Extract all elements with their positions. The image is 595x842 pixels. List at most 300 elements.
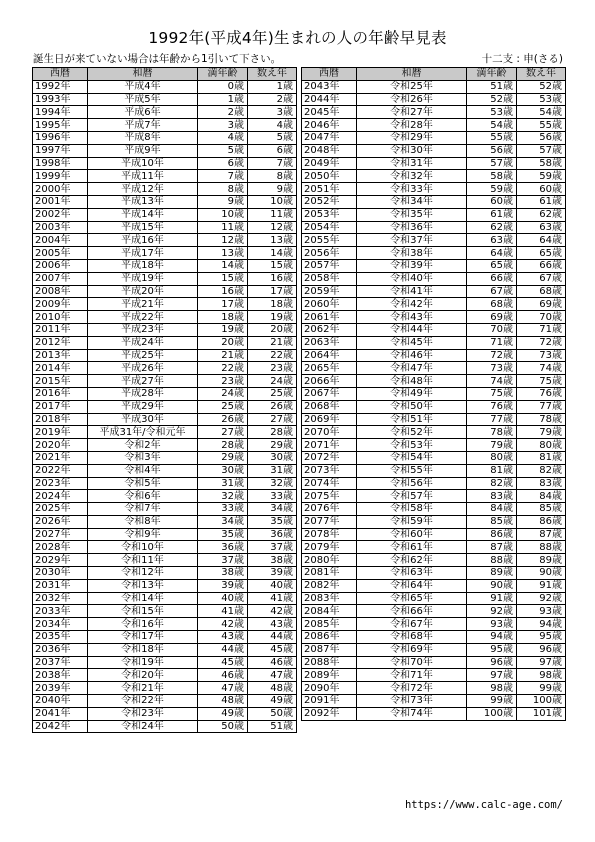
cell-man-age: 49歳 <box>198 707 248 720</box>
cell-seireki: 2046年 <box>302 119 357 132</box>
cell-man-age: 17歳 <box>198 298 248 311</box>
cell-seireki: 2065年 <box>302 362 357 375</box>
cell-man-age: 20歳 <box>198 336 248 349</box>
cell-man-age: 80歳 <box>467 451 517 464</box>
cell-wareki: 令和65年 <box>357 592 467 605</box>
cell-kazoe-age: 35歳 <box>248 515 297 528</box>
cell-kazoe-age: 55歳 <box>517 119 566 132</box>
cell-seireki: 2018年 <box>33 413 88 426</box>
table-row <box>33 643 297 656</box>
table-row <box>302 272 566 285</box>
cell-man-age: 16歳 <box>198 285 248 298</box>
cell-seireki: 2047年 <box>302 131 357 144</box>
cell-man-age: 6歳 <box>198 157 248 170</box>
cell-man-age: 85歳 <box>467 515 517 528</box>
cell-seireki: 2081年 <box>302 567 357 580</box>
cell-wareki: 令和52年 <box>357 426 467 439</box>
table-row <box>33 567 297 580</box>
cell-wareki: 令和23年 <box>88 707 198 720</box>
cell-wareki: 令和20年 <box>88 669 198 682</box>
table-row <box>302 515 566 528</box>
table-row <box>33 592 297 605</box>
table-row <box>33 323 297 336</box>
table-row <box>302 298 566 311</box>
cell-seireki: 2066年 <box>302 375 357 388</box>
cell-kazoe-age: 27歳 <box>248 413 297 426</box>
table-row <box>33 285 297 298</box>
cell-man-age: 97歳 <box>467 669 517 682</box>
cell-man-age: 41歳 <box>198 605 248 618</box>
site-url: https://www.calc-age.com/ <box>404 799 563 811</box>
cell-seireki: 2068年 <box>302 400 357 413</box>
cell-wareki: 平成26年 <box>88 362 198 375</box>
cell-kazoe-age: 85歳 <box>517 503 566 516</box>
cell-wareki: 平成29年 <box>88 400 198 413</box>
cell-seireki: 2037年 <box>33 656 88 669</box>
table-row <box>33 93 297 106</box>
cell-kazoe-age: 33歳 <box>248 490 297 503</box>
table-row <box>33 707 297 720</box>
cell-kazoe-age: 24歳 <box>248 375 297 388</box>
cell-kazoe-age: 41歳 <box>248 592 297 605</box>
cell-kazoe-age: 64歳 <box>517 234 566 247</box>
cell-kazoe-age: 13歳 <box>248 234 297 247</box>
table-header-row <box>302 68 566 81</box>
cell-man-age: 48歳 <box>198 695 248 708</box>
cell-seireki: 2083年 <box>302 592 357 605</box>
cell-seireki: 2082年 <box>302 579 357 592</box>
cell-wareki: 平成5年 <box>88 93 198 106</box>
table-row <box>33 131 297 144</box>
table-row <box>33 451 297 464</box>
cell-man-age: 82歳 <box>467 477 517 490</box>
cell-kazoe-age: 92歳 <box>517 592 566 605</box>
table-row <box>302 413 566 426</box>
cell-kazoe-age: 54歳 <box>517 106 566 119</box>
cell-seireki: 2059年 <box>302 285 357 298</box>
cell-kazoe-age: 29歳 <box>248 439 297 452</box>
cell-seireki: 2023年 <box>33 477 88 490</box>
cell-man-age: 29歳 <box>198 451 248 464</box>
cell-wareki: 令和39年 <box>357 259 467 272</box>
cell-kazoe-age: 43歳 <box>248 618 297 631</box>
table-row <box>302 400 566 413</box>
cell-wareki: 令和54年 <box>357 451 467 464</box>
cell-seireki: 2062年 <box>302 323 357 336</box>
table-row <box>302 695 566 708</box>
cell-man-age: 76歳 <box>467 400 517 413</box>
cell-wareki: 平成7年 <box>88 119 198 132</box>
table-row <box>33 119 297 132</box>
page-title: 1992年(平成4年)生まれの人の年齢早見表 <box>148 29 447 47</box>
cell-kazoe-age: 7歳 <box>248 157 297 170</box>
cell-man-age: 52歳 <box>467 93 517 106</box>
cell-kazoe-age: 79歳 <box>517 426 566 439</box>
table-row <box>302 451 566 464</box>
cell-man-age: 89歳 <box>467 567 517 580</box>
cell-man-age: 96歳 <box>467 656 517 669</box>
cell-wareki: 平成10年 <box>88 157 198 170</box>
cell-wareki: 令和24年 <box>88 720 198 733</box>
cell-kazoe-age: 73歳 <box>517 349 566 362</box>
cell-kazoe-age: 39歳 <box>248 567 297 580</box>
cell-seireki: 1999年 <box>33 170 88 183</box>
table-row <box>33 720 297 733</box>
cell-kazoe-age: 88歳 <box>517 541 566 554</box>
cell-seireki: 2071年 <box>302 439 357 452</box>
cell-man-age: 37歳 <box>198 554 248 567</box>
cell-seireki: 2086年 <box>302 631 357 644</box>
cell-kazoe-age: 59歳 <box>517 170 566 183</box>
cell-kazoe-age: 58歳 <box>517 157 566 170</box>
cell-man-age: 28歳 <box>198 439 248 452</box>
cell-seireki: 2089年 <box>302 669 357 682</box>
cell-man-age: 9歳 <box>198 195 248 208</box>
table-row <box>302 208 566 221</box>
cell-kazoe-age: 48歳 <box>248 682 297 695</box>
cell-kazoe-age: 90歳 <box>517 567 566 580</box>
table-row <box>302 503 566 516</box>
cell-seireki: 2029年 <box>33 554 88 567</box>
cell-seireki: 2085年 <box>302 618 357 631</box>
cell-kazoe-age: 61歳 <box>517 195 566 208</box>
cell-man-age: 18歳 <box>198 311 248 324</box>
table-row <box>33 298 297 311</box>
table-row <box>302 195 566 208</box>
cell-man-age: 75歳 <box>467 387 517 400</box>
cell-man-age: 91歳 <box>467 592 517 605</box>
cell-wareki: 令和66年 <box>357 605 467 618</box>
header-wareki: 和暦 <box>88 68 198 81</box>
table-row <box>302 375 566 388</box>
header-seireki: 西暦 <box>33 68 88 81</box>
table-row <box>302 426 566 439</box>
cell-wareki: 令和43年 <box>357 311 467 324</box>
cell-wareki: 令和60年 <box>357 528 467 541</box>
cell-wareki: 令和49年 <box>357 387 467 400</box>
cell-kazoe-age: 1歳 <box>248 80 297 93</box>
cell-seireki: 2052年 <box>302 195 357 208</box>
cell-man-age: 73歳 <box>467 362 517 375</box>
table-row <box>302 605 566 618</box>
cell-wareki: 平成23年 <box>88 323 198 336</box>
table-row <box>302 541 566 554</box>
cell-man-age: 66歳 <box>467 272 517 285</box>
table-row <box>33 477 297 490</box>
cell-seireki: 2061年 <box>302 311 357 324</box>
cell-seireki: 2003年 <box>33 221 88 234</box>
cell-kazoe-age: 80歳 <box>517 439 566 452</box>
table-row <box>33 656 297 669</box>
table-row <box>302 567 566 580</box>
header-kazoe-age: 数え年 <box>248 68 297 81</box>
cell-man-age: 35歳 <box>198 528 248 541</box>
cell-kazoe-age: 5歳 <box>248 131 297 144</box>
table-row <box>33 311 297 324</box>
cell-man-age: 83歳 <box>467 490 517 503</box>
cell-kazoe-age: 72歳 <box>517 336 566 349</box>
cell-wareki: 平成15年 <box>88 221 198 234</box>
cell-kazoe-age: 51歳 <box>248 720 297 733</box>
cell-man-age: 61歳 <box>467 208 517 221</box>
cell-man-age: 69歳 <box>467 311 517 324</box>
cell-seireki: 2056年 <box>302 247 357 260</box>
cell-seireki: 2051年 <box>302 183 357 196</box>
cell-man-age: 88歳 <box>467 554 517 567</box>
cell-kazoe-age: 21歳 <box>248 336 297 349</box>
cell-man-age: 45歳 <box>198 656 248 669</box>
table-row <box>33 221 297 234</box>
cell-man-age: 56歳 <box>467 144 517 157</box>
cell-wareki: 令和22年 <box>88 695 198 708</box>
cell-man-age: 13歳 <box>198 247 248 260</box>
cell-seireki: 2028年 <box>33 541 88 554</box>
cell-man-age: 36歳 <box>198 541 248 554</box>
table-row <box>33 695 297 708</box>
cell-man-age: 23歳 <box>198 375 248 388</box>
cell-kazoe-age: 12歳 <box>248 221 297 234</box>
cell-wareki: 令和44年 <box>357 323 467 336</box>
header-seireki: 西暦 <box>302 68 357 81</box>
cell-wareki: 令和27年 <box>357 106 467 119</box>
cell-wareki: 令和3年 <box>88 451 198 464</box>
cell-kazoe-age: 17歳 <box>248 285 297 298</box>
table-row <box>33 144 297 157</box>
cell-kazoe-age: 86歳 <box>517 515 566 528</box>
cell-kazoe-age: 91歳 <box>517 579 566 592</box>
cell-wareki: 令和72年 <box>357 682 467 695</box>
cell-seireki: 1992年 <box>33 80 88 93</box>
cell-seireki: 2091年 <box>302 695 357 708</box>
cell-seireki: 2060年 <box>302 298 357 311</box>
table-row <box>33 682 297 695</box>
table-row <box>302 362 566 375</box>
cell-seireki: 2072年 <box>302 451 357 464</box>
cell-seireki: 2034年 <box>33 618 88 631</box>
cell-seireki: 1996年 <box>33 131 88 144</box>
table-row <box>33 247 297 260</box>
cell-seireki: 2002年 <box>33 208 88 221</box>
cell-seireki: 2009年 <box>33 298 88 311</box>
cell-kazoe-age: 70歳 <box>517 311 566 324</box>
cell-kazoe-age: 23歳 <box>248 362 297 375</box>
cell-man-age: 71歳 <box>467 336 517 349</box>
cell-seireki: 2054年 <box>302 221 357 234</box>
table-row <box>33 426 297 439</box>
cell-seireki: 2087年 <box>302 643 357 656</box>
cell-kazoe-age: 14歳 <box>248 247 297 260</box>
cell-seireki: 2036年 <box>33 643 88 656</box>
cell-kazoe-age: 99歳 <box>517 682 566 695</box>
cell-wareki: 令和51年 <box>357 413 467 426</box>
cell-kazoe-age: 8歳 <box>248 170 297 183</box>
table-row <box>302 221 566 234</box>
table-row <box>33 554 297 567</box>
cell-kazoe-age: 47歳 <box>248 669 297 682</box>
table-row <box>33 464 297 477</box>
cell-wareki: 令和10年 <box>88 541 198 554</box>
cell-kazoe-age: 95歳 <box>517 631 566 644</box>
table-row <box>302 259 566 272</box>
cell-kazoe-age: 18歳 <box>248 298 297 311</box>
cell-wareki: 令和56年 <box>357 477 467 490</box>
cell-man-age: 32歳 <box>198 490 248 503</box>
cell-wareki: 平成6年 <box>88 106 198 119</box>
cell-kazoe-age: 56歳 <box>517 131 566 144</box>
cell-wareki: 令和17年 <box>88 631 198 644</box>
cell-seireki: 2033年 <box>33 605 88 618</box>
cell-kazoe-age: 65歳 <box>517 247 566 260</box>
table-header-row <box>33 68 297 81</box>
cell-seireki: 2013年 <box>33 349 88 362</box>
cell-wareki: 令和50年 <box>357 400 467 413</box>
cell-wareki: 令和19年 <box>88 656 198 669</box>
cell-man-age: 94歳 <box>467 631 517 644</box>
cell-seireki: 2016年 <box>33 387 88 400</box>
cell-seireki: 2070年 <box>302 426 357 439</box>
table-row <box>302 285 566 298</box>
cell-wareki: 令和21年 <box>88 682 198 695</box>
cell-man-age: 95歳 <box>467 643 517 656</box>
cell-kazoe-age: 100歳 <box>517 695 566 708</box>
cell-wareki: 令和35年 <box>357 208 467 221</box>
cell-kazoe-age: 69歳 <box>517 298 566 311</box>
cell-seireki: 2042年 <box>33 720 88 733</box>
cell-seireki: 2077年 <box>302 515 357 528</box>
table-row <box>33 631 297 644</box>
cell-wareki: 令和5年 <box>88 477 198 490</box>
cell-wareki: 令和31年 <box>357 157 467 170</box>
cell-kazoe-age: 68歳 <box>517 285 566 298</box>
cell-man-age: 24歳 <box>198 387 248 400</box>
table-row <box>302 336 566 349</box>
cell-seireki: 2004年 <box>33 234 88 247</box>
cell-seireki: 2015年 <box>33 375 88 388</box>
table-row <box>302 387 566 400</box>
cell-seireki: 2012年 <box>33 336 88 349</box>
cell-seireki: 2075年 <box>302 490 357 503</box>
cell-kazoe-age: 87歳 <box>517 528 566 541</box>
cell-man-age: 77歳 <box>467 413 517 426</box>
table-row <box>33 439 297 452</box>
cell-wareki: 令和15年 <box>88 605 198 618</box>
cell-man-age: 64歳 <box>467 247 517 260</box>
cell-man-age: 93歳 <box>467 618 517 631</box>
cell-kazoe-age: 74歳 <box>517 362 566 375</box>
cell-man-age: 92歳 <box>467 605 517 618</box>
cell-wareki: 令和68年 <box>357 631 467 644</box>
cell-wareki: 令和4年 <box>88 464 198 477</box>
table-row <box>33 579 297 592</box>
table-row <box>302 144 566 157</box>
table-row <box>33 605 297 618</box>
cell-wareki: 平成9年 <box>88 144 198 157</box>
cell-man-age: 78歳 <box>467 426 517 439</box>
table-row <box>302 464 566 477</box>
table-row <box>33 541 297 554</box>
cell-kazoe-age: 71歳 <box>517 323 566 336</box>
table-row <box>302 323 566 336</box>
cell-kazoe-age: 11歳 <box>248 208 297 221</box>
cell-seireki: 1994年 <box>33 106 88 119</box>
cell-man-age: 99歳 <box>467 695 517 708</box>
cell-seireki: 2020年 <box>33 439 88 452</box>
header-man-age: 満年齢 <box>467 68 517 81</box>
cell-wareki: 令和48年 <box>357 375 467 388</box>
cell-kazoe-age: 46歳 <box>248 656 297 669</box>
cell-man-age: 90歳 <box>467 579 517 592</box>
cell-seireki: 2040年 <box>33 695 88 708</box>
cell-wareki: 平成24年 <box>88 336 198 349</box>
cell-man-age: 0歳 <box>198 80 248 93</box>
table-row <box>302 170 566 183</box>
cell-wareki: 令和67年 <box>357 618 467 631</box>
table-row <box>302 554 566 567</box>
table-row <box>33 80 297 93</box>
cell-kazoe-age: 60歳 <box>517 183 566 196</box>
cell-seireki: 2064年 <box>302 349 357 362</box>
cell-kazoe-age: 62歳 <box>517 208 566 221</box>
cell-man-age: 4歳 <box>198 131 248 144</box>
table-row <box>302 93 566 106</box>
table-row <box>302 131 566 144</box>
cell-wareki: 平成11年 <box>88 170 198 183</box>
cell-wareki: 平成16年 <box>88 234 198 247</box>
cell-seireki: 2006年 <box>33 259 88 272</box>
cell-man-age: 44歳 <box>198 643 248 656</box>
table-row <box>33 259 297 272</box>
cell-wareki: 令和18年 <box>88 643 198 656</box>
cell-man-age: 51歳 <box>467 80 517 93</box>
cell-kazoe-age: 97歳 <box>517 656 566 669</box>
cell-man-age: 53歳 <box>467 106 517 119</box>
cell-seireki: 2035年 <box>33 631 88 644</box>
cell-seireki: 2024年 <box>33 490 88 503</box>
cell-kazoe-age: 67歳 <box>517 272 566 285</box>
cell-man-age: 33歳 <box>198 503 248 516</box>
table-row <box>33 528 297 541</box>
cell-man-age: 14歳 <box>198 259 248 272</box>
cell-wareki: 令和6年 <box>88 490 198 503</box>
cell-wareki: 令和9年 <box>88 528 198 541</box>
cell-wareki: 平成12年 <box>88 183 198 196</box>
cell-kazoe-age: 78歳 <box>517 413 566 426</box>
cell-wareki: 令和63年 <box>357 567 467 580</box>
table-row <box>302 106 566 119</box>
cell-kazoe-age: 84歳 <box>517 490 566 503</box>
cell-wareki: 令和41年 <box>357 285 467 298</box>
cell-seireki: 2027年 <box>33 528 88 541</box>
cell-seireki: 2043年 <box>302 80 357 93</box>
birthday-note: 誕生日が来ていない場合は年齢から1引いて下さい。 <box>33 53 282 65</box>
cell-wareki: 平成14年 <box>88 208 198 221</box>
cell-kazoe-age: 96歳 <box>517 643 566 656</box>
table-row <box>33 387 297 400</box>
table-row <box>33 106 297 119</box>
cell-kazoe-age: 63歳 <box>517 221 566 234</box>
table-row <box>302 707 566 720</box>
cell-seireki: 2031年 <box>33 579 88 592</box>
cell-seireki: 2010年 <box>33 311 88 324</box>
table-row <box>302 579 566 592</box>
cell-wareki: 令和34年 <box>357 195 467 208</box>
cell-seireki: 2076年 <box>302 503 357 516</box>
cell-wareki: 令和13年 <box>88 579 198 592</box>
cell-wareki: 平成8年 <box>88 131 198 144</box>
cell-kazoe-age: 9歳 <box>248 183 297 196</box>
table-row <box>302 656 566 669</box>
cell-wareki: 令和12年 <box>88 567 198 580</box>
